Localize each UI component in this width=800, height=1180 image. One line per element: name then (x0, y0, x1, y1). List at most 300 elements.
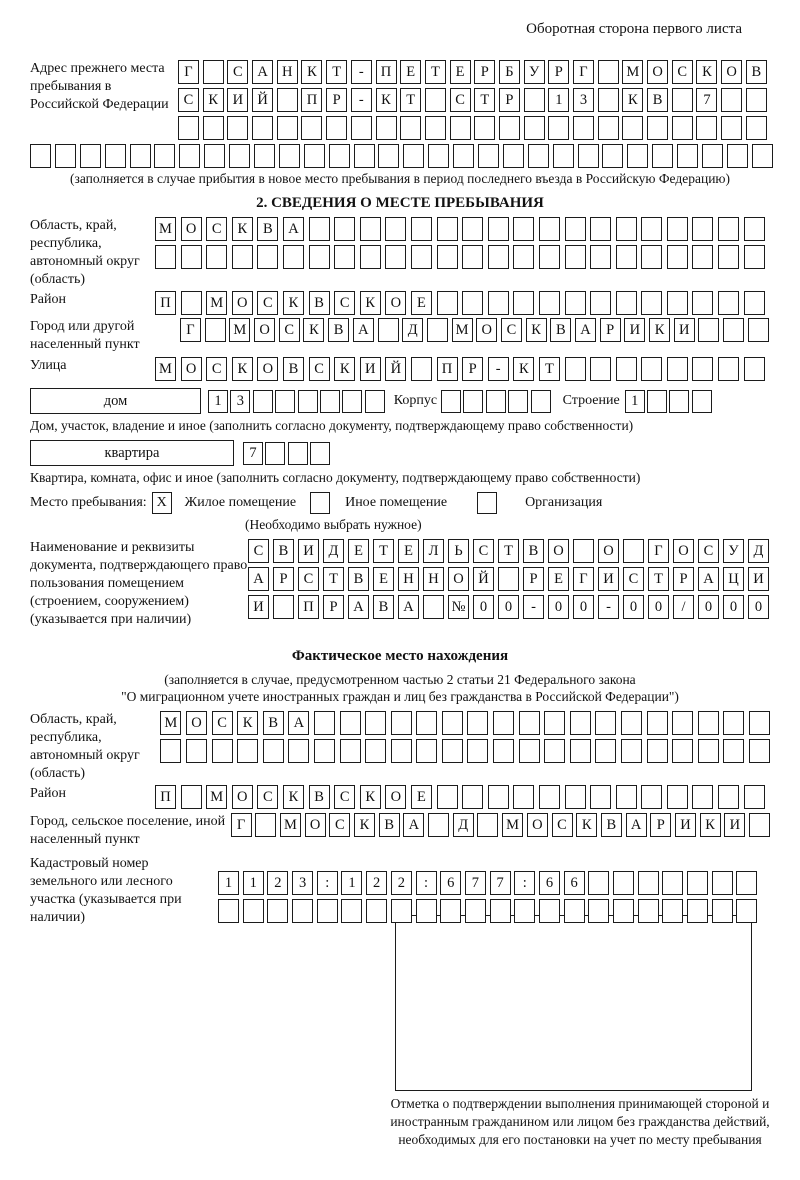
char-cell: Е (411, 291, 432, 315)
char-cell: Ь (448, 539, 469, 563)
char-cell: 1 (243, 871, 264, 895)
char-cell (441, 390, 461, 413)
char-cell: Р (600, 318, 621, 342)
char-cell: В (647, 88, 668, 112)
char-cell (698, 711, 719, 735)
char-cell (437, 217, 458, 241)
char-cell (490, 899, 511, 923)
char-cell: С (178, 88, 199, 112)
char-cell (292, 899, 313, 923)
char-cell: Ц (723, 567, 744, 591)
stay-place-note: (Необходимо выбрать нужное) (245, 517, 422, 532)
char-cell (298, 390, 318, 413)
char-cell: С (257, 785, 278, 809)
char-cell: Н (398, 567, 419, 591)
previous-address-rows (178, 60, 767, 140)
char-cell: - (351, 60, 372, 84)
char-cell: Г (178, 60, 199, 84)
city-label: Город или другой населенный пункт (30, 319, 140, 352)
char-cell (613, 871, 634, 895)
stay-place-row (30, 492, 770, 514)
char-cell: Г (573, 60, 594, 84)
char-cell: П (155, 291, 176, 315)
char-cell: Р (462, 357, 483, 381)
char-cell: И (227, 88, 248, 112)
char-cell: 0 (623, 595, 644, 619)
char-cell (411, 357, 432, 381)
char-cell (598, 116, 619, 140)
char-cell: М (206, 785, 227, 809)
char-cell: 0 (648, 595, 669, 619)
char-cell (310, 442, 330, 465)
char-cell (672, 88, 693, 112)
char-cell (667, 357, 688, 381)
char-cell (749, 813, 770, 837)
char-cell (692, 357, 713, 381)
char-cell (391, 739, 412, 763)
char-cell (450, 116, 471, 140)
char-cell (613, 899, 634, 923)
char-cell: С (206, 217, 227, 241)
char-cell (428, 813, 449, 837)
char-cell: М (206, 291, 227, 315)
char-cell (378, 318, 399, 342)
char-cell (531, 390, 551, 413)
char-cell (692, 390, 712, 413)
char-cell (590, 785, 611, 809)
char-cell (692, 245, 713, 269)
char-cell (423, 595, 444, 619)
char-cell (687, 899, 708, 923)
char-cell (340, 711, 361, 735)
char-cell (181, 291, 202, 315)
char-cell: С (227, 60, 248, 84)
char-cell (718, 217, 739, 241)
char-cell (744, 785, 765, 809)
cadastre-block (30, 855, 770, 927)
char-cell (744, 217, 765, 241)
char-cell (749, 739, 770, 763)
char-cell: Н (277, 60, 298, 84)
char-cell (727, 144, 748, 168)
char-cell (744, 291, 765, 315)
char-cell: А (403, 813, 424, 837)
char-cell: К (232, 217, 253, 241)
char-cell (253, 390, 273, 413)
house-box-label: дом (30, 388, 201, 414)
char-cell (462, 217, 483, 241)
char-cell (360, 217, 381, 241)
char-cell (437, 245, 458, 269)
char-cell (453, 144, 474, 168)
char-cell (385, 217, 406, 241)
char-cell: В (601, 813, 622, 837)
char-cell: К (696, 60, 717, 84)
char-cell: С (552, 813, 573, 837)
char-cell: А (398, 595, 419, 619)
char-cell: П (376, 60, 397, 84)
char-cell: К (301, 60, 322, 84)
char-cell: А (252, 60, 273, 84)
char-cell (334, 217, 355, 241)
char-cell: Т (648, 567, 669, 591)
char-cell: И (674, 318, 695, 342)
char-cell: 7 (243, 442, 263, 465)
char-cell: Т (373, 539, 394, 563)
char-cell (314, 711, 335, 735)
char-cell (702, 144, 723, 168)
char-cell (105, 144, 126, 168)
char-cell (602, 144, 623, 168)
char-cell (437, 291, 458, 315)
char-cell: О (232, 785, 253, 809)
char-cell: С (334, 785, 355, 809)
char-cell (692, 217, 713, 241)
char-cell (385, 245, 406, 269)
char-cell: У (723, 539, 744, 563)
char-cell: М (502, 813, 523, 837)
char-cell (667, 245, 688, 269)
char-cell (488, 217, 509, 241)
char-cell: 6 (440, 871, 461, 895)
char-cell: О (476, 318, 497, 342)
char-cell: К (303, 318, 324, 342)
char-cell (257, 245, 278, 269)
char-cell (360, 245, 381, 269)
char-cell (365, 390, 385, 413)
char-cell: В (523, 539, 544, 563)
char-cell (524, 88, 545, 112)
char-cell (130, 144, 151, 168)
actual-region-block (30, 711, 770, 783)
char-cell (641, 217, 662, 241)
char-cell (416, 711, 437, 735)
char-row (155, 245, 765, 269)
char-cell (748, 318, 769, 342)
char-cell: С (257, 291, 278, 315)
char-cell (662, 871, 683, 895)
char-cell: В (348, 567, 369, 591)
char-cell (746, 88, 767, 112)
district-block (30, 291, 770, 315)
char-cell (513, 245, 534, 269)
previous-address-label: Адрес прежнего места пребывания в Российской Федерации (30, 61, 169, 112)
char-cell: 6 (539, 871, 560, 895)
char-cell: О (232, 291, 253, 315)
char-cell (692, 785, 713, 809)
char-cell: : (416, 871, 437, 895)
char-cell (598, 60, 619, 84)
char-cell: Т (400, 88, 421, 112)
char-cell (588, 899, 609, 923)
section2-title: 2. СВЕДЕНИЯ О МЕСТЕ ПРЕБЫВАНИЯ (256, 195, 544, 211)
char-cell (206, 245, 227, 269)
char-cell (749, 711, 770, 735)
residential-checkbox: X (152, 492, 172, 514)
char-cell (548, 116, 569, 140)
char-cell: О (448, 567, 469, 591)
char-cell: А (626, 813, 647, 837)
char-cell: Б (499, 60, 520, 84)
cadastre-rows (218, 871, 757, 923)
char-cell: М (155, 217, 176, 241)
street-block (30, 357, 770, 381)
char-cell: 0 (748, 595, 769, 619)
char-cell: К (360, 785, 381, 809)
char-row (178, 60, 767, 84)
confirmation-stamp-box (395, 915, 752, 1091)
char-cell (570, 739, 591, 763)
actual-location-caption-1: (заполняется в случае, предусмотренном частью 2 статьи 21 Федерального закона (164, 672, 636, 687)
char-cell (667, 785, 688, 809)
char-cell (317, 899, 338, 923)
char-cell: С (248, 539, 269, 563)
char-cell (647, 390, 667, 413)
char-cell (218, 899, 239, 923)
char-cell: Й (385, 357, 406, 381)
char-cell: К (232, 357, 253, 381)
char-cell (474, 116, 495, 140)
char-cell (723, 318, 744, 342)
char-cell (672, 711, 693, 735)
char-cell: С (623, 567, 644, 591)
ownership-document-rows (248, 539, 769, 619)
char-cell: Т (326, 60, 347, 84)
char-cell (416, 899, 437, 923)
region-block (30, 217, 770, 289)
char-cell (677, 144, 698, 168)
char-cell (513, 785, 534, 809)
char-cell: - (598, 595, 619, 619)
char-cell (508, 390, 528, 413)
char-cell (539, 217, 560, 241)
char-cell: Т (323, 567, 344, 591)
char-cell (304, 144, 325, 168)
char-cell (55, 144, 76, 168)
char-cell: М (622, 60, 643, 84)
char-cell: С (298, 567, 319, 591)
organization-label: Организация (525, 495, 603, 510)
char-row (248, 595, 769, 619)
char-cell: К (334, 357, 355, 381)
char-cell (499, 116, 520, 140)
char-cell (616, 291, 637, 315)
char-cell (252, 116, 273, 140)
char-cell (590, 291, 611, 315)
char-cell: К (376, 88, 397, 112)
char-cell: И (675, 813, 696, 837)
char-cell: С (501, 318, 522, 342)
char-cell: П (298, 595, 319, 619)
char-cell (309, 245, 330, 269)
char-cell (254, 144, 275, 168)
char-cell: 7 (696, 88, 717, 112)
char-cell (30, 144, 51, 168)
char-cell (513, 291, 534, 315)
char-cell: - (488, 357, 509, 381)
char-cell (598, 88, 619, 112)
char-cell: В (373, 595, 394, 619)
char-cell: И (360, 357, 381, 381)
char-row (208, 390, 385, 413)
actual-city-block (30, 813, 770, 849)
char-cell (273, 595, 294, 619)
char-cell: 0 (698, 595, 719, 619)
char-cell (672, 116, 693, 140)
char-cell (698, 318, 719, 342)
house-row (30, 388, 770, 414)
char-cell (467, 739, 488, 763)
char-cell (340, 739, 361, 763)
char-cell (351, 116, 372, 140)
apartment-row (30, 440, 770, 466)
actual-region-rows (160, 711, 770, 763)
char-cell: Т (498, 539, 519, 563)
apartment-caption: Квартира, комната, офис и иное (заполнить согласно документу, подтверждающему право собственности) (30, 470, 641, 485)
char-cell (564, 899, 585, 923)
char-cell: А (353, 318, 374, 342)
char-cell (627, 144, 648, 168)
char-cell: Е (411, 785, 432, 809)
char-cell (416, 739, 437, 763)
char-cell: П (155, 785, 176, 809)
char-row (218, 899, 757, 923)
char-row (155, 291, 765, 315)
char-cell: 1 (341, 871, 362, 895)
char-cell: Р (273, 567, 294, 591)
char-cell: О (181, 217, 202, 241)
char-cell (519, 711, 540, 735)
char-cell: 0 (548, 595, 569, 619)
char-cell (721, 88, 742, 112)
char-cell: С (698, 539, 719, 563)
char-cell: М (452, 318, 473, 342)
house-caption: Дом, участок, владение и иное (заполнить согласно документу, подтверждающему право собственности) (30, 418, 634, 433)
char-cell: Е (400, 60, 421, 84)
char-cell: 1 (218, 871, 239, 895)
korpus-label: Корпус (393, 393, 438, 408)
char-cell (243, 899, 264, 923)
char-cell: Г (231, 813, 252, 837)
char-cell: С (206, 357, 227, 381)
char-cell (565, 291, 586, 315)
previous-address-caption: (заполняется в случае прибытия в новое место пребывания в период последнего въезда в Российскую Федерацию) (69, 171, 731, 186)
char-cell: И (248, 595, 269, 619)
char-cell (718, 785, 739, 809)
char-cell (442, 711, 463, 735)
char-cell: О (598, 539, 619, 563)
char-row (155, 217, 765, 241)
char-cell: Е (398, 539, 419, 563)
char-cell: Г (573, 567, 594, 591)
char-cell (539, 899, 560, 923)
char-cell (255, 813, 276, 837)
char-cell (519, 739, 540, 763)
char-cell (544, 739, 565, 763)
char-cell (638, 899, 659, 923)
stay-place-label: Место пребывания: (30, 495, 147, 510)
actual-location-caption-2: "О миграционном учете иностранных граждан и лиц без гражданства в Российской Федерации") (121, 689, 679, 704)
char-row-full-width (30, 144, 770, 168)
char-cell (623, 539, 644, 563)
char-cell (718, 245, 739, 269)
char-cell (590, 217, 611, 241)
char-cell (752, 144, 773, 168)
char-cell: Г (180, 318, 201, 342)
char-cell (638, 871, 659, 895)
char-cell: С (672, 60, 693, 84)
char-cell (565, 785, 586, 809)
char-cell: О (385, 291, 406, 315)
char-cell: О (305, 813, 326, 837)
char-cell (267, 899, 288, 923)
char-cell (736, 899, 757, 923)
char-cell (155, 245, 176, 269)
char-cell (425, 88, 446, 112)
char-cell: 7 (465, 871, 486, 895)
char-cell (263, 739, 284, 763)
char-cell: Р (548, 60, 569, 84)
char-cell: - (351, 88, 372, 112)
char-cell (265, 442, 285, 465)
char-cell (462, 245, 483, 269)
char-cell: А (698, 567, 719, 591)
char-cell (595, 739, 616, 763)
char-cell: В (257, 217, 278, 241)
char-cell: С (334, 291, 355, 315)
char-cell (237, 739, 258, 763)
char-row (160, 739, 770, 763)
char-cell (178, 116, 199, 140)
char-cell (503, 144, 524, 168)
char-cell: Н (423, 567, 444, 591)
char-cell: № (448, 595, 469, 619)
char-cell (403, 144, 424, 168)
char-cell (227, 116, 248, 140)
char-cell (553, 144, 574, 168)
char-cell: К (283, 291, 304, 315)
char-cell (277, 116, 298, 140)
region-label: Область, край, республика, автономный округ (область) (30, 218, 140, 287)
char-cell: Д (748, 539, 769, 563)
char-cell (616, 785, 637, 809)
char-cell: Е (450, 60, 471, 84)
char-cell (320, 390, 340, 413)
char-cell: Е (348, 539, 369, 563)
char-cell (301, 116, 322, 140)
cadastre-label: Кадастровый номер земельного или лесного участка (указывается при наличии) (30, 856, 182, 925)
char-cell (687, 871, 708, 895)
char-cell (334, 245, 355, 269)
char-cell: К (622, 88, 643, 112)
char-cell: А (288, 711, 309, 735)
char-cell (669, 390, 689, 413)
char-cell (573, 116, 594, 140)
char-cell (212, 739, 233, 763)
previous-address-block (30, 60, 770, 140)
other-premises-checkbox (310, 492, 330, 514)
char-cell (595, 711, 616, 735)
char-cell (288, 739, 309, 763)
char-cell (277, 88, 298, 112)
char-cell: В (263, 711, 284, 735)
char-cell (588, 871, 609, 895)
char-cell (486, 390, 506, 413)
char-cell (647, 116, 668, 140)
char-cell: Р (673, 567, 694, 591)
char-cell (428, 144, 449, 168)
char-row (180, 318, 769, 342)
